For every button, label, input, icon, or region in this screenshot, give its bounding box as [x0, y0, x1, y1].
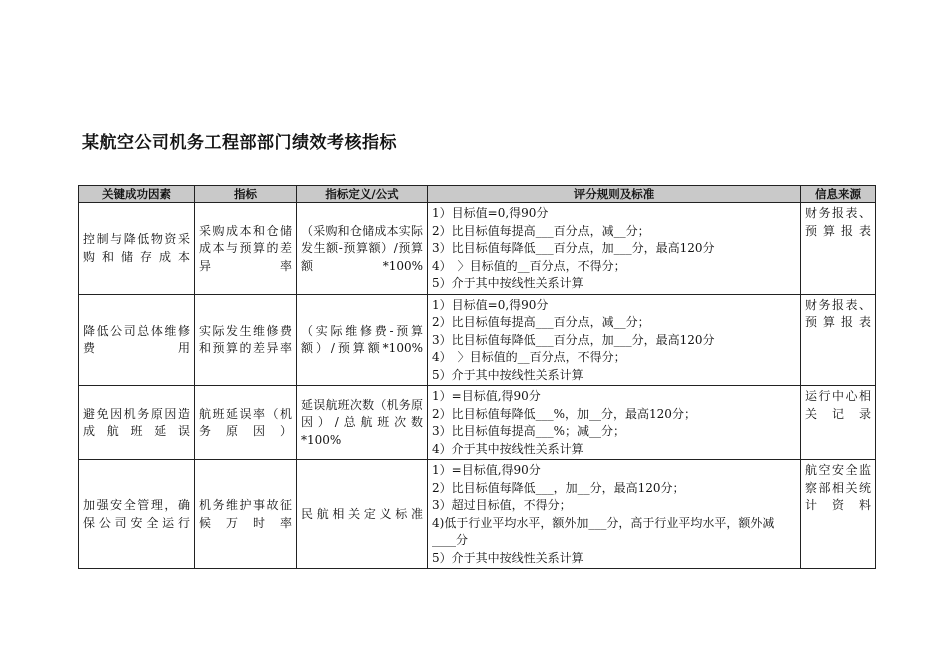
rule-line: 3）比目标值每降低___百分点，加___分，最高120分 — [432, 332, 715, 347]
table-row — [79, 460, 876, 569]
rule-line: 2）比目标值每提高___百分点，减__分； — [432, 315, 650, 329]
rule-line: 4） 〉目标值的__百分点，不得分； — [432, 350, 626, 364]
header-definition: 指标定义/公式 — [297, 186, 428, 203]
rule-line: 1）=目标值,得90分 — [432, 463, 541, 477]
indicator-cell: 实际发生维修费和预算的差异率 — [195, 294, 297, 386]
definition-cell: （采购和仓储成本实际发生额-预算额）/预算额*100% — [297, 203, 428, 295]
factor-cell: 控制与降低物资采购和储存成本 — [79, 203, 195, 295]
definition-cell: 民航相关定义标准 — [297, 460, 428, 569]
factor-cell: 降低公司总体维修费用 — [79, 294, 195, 386]
source-cell: 运行中心相关记录 — [801, 386, 876, 460]
indicator-cell: 采购成本和仓储成本与预算的差异率 — [195, 203, 297, 295]
header-indicator: 指标 — [195, 186, 297, 203]
rule-line: 2）比目标值每提高___百分点，减__分； — [432, 223, 650, 238]
table-row — [79, 386, 876, 460]
header-info-source: 信息来源 — [801, 186, 876, 203]
header-key-factor: 关键成功因素 — [79, 186, 195, 203]
factor-cell: 加强安全管理，确保公司安全运行 — [79, 460, 195, 569]
table-header-row — [79, 186, 876, 203]
rule-line: 3）比目标值每降低___百分点，加___分，最高120分 — [432, 241, 715, 255]
rule-line: 2）比目标值每降低___，加__分，最高120分； — [432, 480, 685, 495]
definition-cell: 延误航班次数（机务原因）/总航班次数*100% — [297, 386, 428, 460]
rule-line: 4） 〉目标值的__百分点，不得分； — [432, 258, 626, 273]
rules-cell — [428, 460, 801, 569]
source-cell: 财务报表、预算报表 — [801, 203, 876, 295]
rules-cell — [428, 386, 801, 460]
header-scoring-rules: 评分规则及标准 — [428, 186, 801, 203]
definition-cell: （实际维修费-预算额）/预算额*100% — [297, 294, 428, 386]
table-row — [79, 203, 876, 295]
rules-cell — [428, 203, 801, 295]
rule-line: 3）比目标值每提高___%；减__分； — [432, 424, 626, 438]
page-title: 某航空公司机务工程部部门绩效考核指标 — [82, 133, 397, 153]
table-row — [79, 294, 876, 386]
indicator-cell: 航班延误率（机务原因） — [195, 386, 297, 460]
rule-line: 1）=目标值,得90分 — [432, 389, 541, 403]
kpi-table — [78, 185, 876, 569]
rule-line: 2）比目标值每降低___%，加__分，最高120分； — [432, 406, 696, 421]
rule-line: 5）介于其中按线性关系计算 — [432, 550, 584, 565]
rule-line: 3）超过目标值，不得分； — [432, 498, 572, 512]
rule-line: 4）介于其中按线性关系计算 — [432, 441, 584, 456]
source-cell: 财务报表、预算报表 — [801, 294, 876, 386]
rule-line: 5）介于其中按线性关系计算 — [432, 276, 584, 290]
rule-line: 4)低于行业平均水平，额外加___分，高于行业平均水平，额外减____分 — [432, 515, 775, 547]
factor-cell: 避免因机务原因造成航班延误 — [79, 386, 195, 460]
rule-line: 5）介于其中按线性关系计算 — [432, 367, 584, 382]
rule-line: 1）目标值=0,得90分 — [432, 297, 549, 312]
source-cell: 航空安全监察部相关统计资料 — [801, 460, 876, 569]
rules-cell — [428, 294, 801, 386]
rule-line: 1）目标值=0,得90分 — [432, 206, 549, 220]
indicator-cell: 机务维护事故征候万时率 — [195, 460, 297, 569]
